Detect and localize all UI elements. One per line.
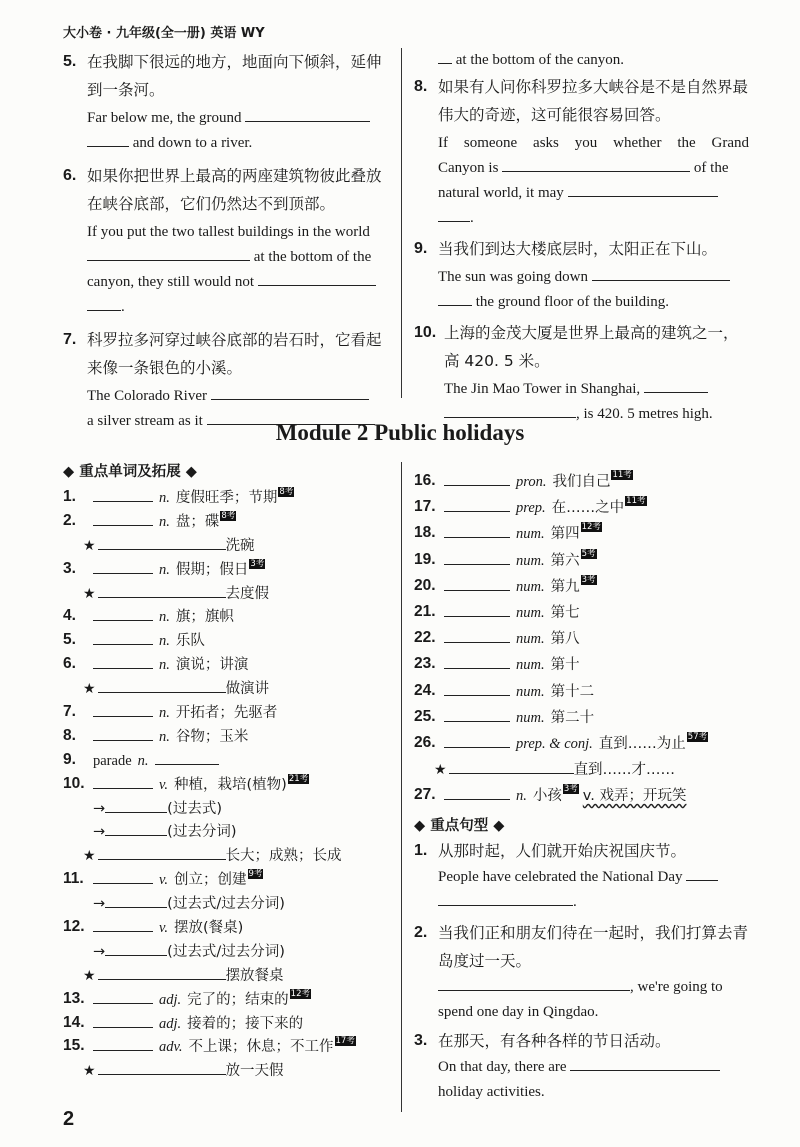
part-of-speech: v. xyxy=(159,872,168,889)
part-of-speech: num. xyxy=(516,631,545,648)
part-of-speech: n. xyxy=(159,633,170,650)
item-number: 6. xyxy=(63,655,76,673)
vocab-row xyxy=(414,730,754,756)
vocab-row xyxy=(63,652,393,676)
vocab-row xyxy=(414,782,754,808)
part-of-speech: n. xyxy=(159,609,170,626)
answer-blank[interactable] xyxy=(444,653,510,669)
answer-blank[interactable] xyxy=(438,48,452,64)
answer-blank[interactable] xyxy=(98,844,226,860)
answer-blank[interactable] xyxy=(686,865,718,881)
vocab-row xyxy=(63,867,393,891)
vocab-row xyxy=(414,651,754,677)
answer-blank[interactable] xyxy=(93,629,153,645)
exam-count-badge: 5考 xyxy=(581,548,596,559)
answer-blank[interactable] xyxy=(444,470,510,486)
meaning: 第二十 xyxy=(550,709,595,726)
meaning: 直到……才…… xyxy=(573,762,676,779)
vocab-row xyxy=(63,963,393,987)
part-of-speech: pron. xyxy=(516,474,547,490)
part-of-speech: n. xyxy=(159,728,170,745)
meaning: 开拓者；先驱者 xyxy=(175,705,278,722)
extra-meaning: v. 戏弄；开玩笑 xyxy=(582,788,687,805)
vocab-row xyxy=(63,700,393,724)
part-of-speech: v. xyxy=(159,776,168,793)
exam-count-badge: 8考 xyxy=(221,510,236,521)
exam-count-badge: 21考 xyxy=(288,773,309,784)
part-of-speech: num. xyxy=(516,578,545,595)
item-number: 26. xyxy=(414,733,436,751)
answer-blank[interactable] xyxy=(93,916,153,932)
item-number: 5. xyxy=(63,631,76,649)
answer-blank[interactable] xyxy=(438,890,573,906)
part-of-speech: n. xyxy=(159,513,170,530)
answer-blank[interactable] xyxy=(502,156,690,172)
part-of-speech: num. xyxy=(516,604,545,621)
vocab-row xyxy=(63,891,393,915)
answer-blank[interactable] xyxy=(444,402,576,418)
meaning: 乐队 xyxy=(175,633,205,650)
answer-blank[interactable] xyxy=(93,773,153,789)
item-number: 21. xyxy=(414,602,436,620)
vocab-row xyxy=(63,485,393,509)
item-number: 11. xyxy=(63,870,84,888)
item-number: 1. xyxy=(63,488,76,505)
vocab-row xyxy=(414,704,754,730)
item-number: 20. xyxy=(414,576,436,594)
question-5: 5. 在我脚下很远的地方，地面向下倾斜，延伸到一条河。 Far below me, the ground and down to a river. xyxy=(63,53,382,151)
vocab-row xyxy=(414,547,754,573)
meaning: 接着的；接下来的 xyxy=(187,1015,304,1032)
vocab-row xyxy=(63,533,393,557)
item-number: 13. xyxy=(63,989,85,1007)
vocab-row xyxy=(414,468,754,494)
meaning: 谷物；玉米 xyxy=(175,728,249,745)
sentence-1: 1. 从那时起，人们就开始庆祝国庆节。 People have celebrated the National Day . xyxy=(414,837,754,915)
part-of-speech: num. xyxy=(516,683,545,700)
exam-count-badge: 12考 xyxy=(581,522,601,533)
part-of-speech: n. xyxy=(516,788,527,805)
vocab-row xyxy=(63,509,393,533)
answer-blank[interactable] xyxy=(568,181,718,197)
question-8: 8. 如果有人问你科罗拉多大峡谷是不是自然界最伟大的奇迹，这可能很容易回答。 If someone asks you whether the Grand Canyon is of the natural world, it may . xyxy=(414,78,749,226)
answer-blank[interactable] xyxy=(592,265,730,281)
part-of-speech: n. xyxy=(137,752,149,769)
star-icon: ★ xyxy=(434,762,447,779)
answer-blank[interactable] xyxy=(93,868,153,884)
meaning: 第七 xyxy=(550,604,580,621)
answer-blank[interactable] xyxy=(105,892,167,908)
answer-blank[interactable] xyxy=(87,245,250,261)
answer-blank[interactable] xyxy=(444,575,510,591)
vocab-row xyxy=(63,939,393,963)
meaning: 第八 xyxy=(550,631,580,648)
vocab-row xyxy=(63,1011,393,1035)
exam-count-badge: 3考 xyxy=(250,558,265,569)
answer-blank[interactable] xyxy=(444,706,510,722)
meaning: 第十 xyxy=(550,657,580,674)
answer-blank[interactable] xyxy=(93,1035,153,1051)
item-number: 19. xyxy=(414,550,436,568)
meaning: 旗；旗帜 xyxy=(175,609,234,626)
meaning: 放一天假 xyxy=(225,1063,284,1080)
answer-blank[interactable] xyxy=(93,988,153,1004)
item-number: 10. xyxy=(63,774,85,792)
answer-blank[interactable] xyxy=(245,106,370,122)
meaning: 摆放(餐桌) xyxy=(174,920,244,937)
sentence-2: 2. 当我们正和朋友们待在一起时，我们打算去青岛度过一天。 , we're going to spend one day in Qingdao. xyxy=(414,924,749,1021)
answer-blank[interactable] xyxy=(93,701,153,717)
exam-count-badge: 11考 xyxy=(612,470,632,480)
running-header: 大小卷 · 九年级(全一册) 英语 WY xyxy=(63,26,265,41)
answer-blank[interactable] xyxy=(449,758,574,774)
answer-blank[interactable] xyxy=(87,295,121,311)
answer-blank[interactable] xyxy=(444,522,510,538)
part-of-speech: num. xyxy=(516,526,545,543)
vocab-row xyxy=(63,676,393,700)
part-of-speech: adj. xyxy=(159,1015,182,1032)
answer-blank[interactable] xyxy=(444,627,510,643)
meaning: 直到……为止 xyxy=(598,735,686,752)
answer-blank[interactable] xyxy=(93,725,153,741)
item-number: 14. xyxy=(63,1013,85,1031)
answer-blank[interactable] xyxy=(444,732,510,748)
item-number: 24. xyxy=(414,681,436,699)
answer-blank[interactable] xyxy=(98,582,226,598)
answer-blank[interactable] xyxy=(444,680,510,696)
part-of-speech: adj. xyxy=(159,991,182,1008)
exam-count-badge: 9考 xyxy=(248,869,263,880)
answer-blank[interactable] xyxy=(87,131,129,147)
note: (过去式/过去分词) xyxy=(167,943,285,960)
arrow-icon: → xyxy=(93,824,106,841)
meaning: 不上课；休息；不工作 xyxy=(188,1039,334,1056)
page-number: 2 xyxy=(63,1108,75,1130)
answer-blank[interactable] xyxy=(438,290,472,306)
star-icon: ★ xyxy=(83,1063,96,1080)
note: (过去式) xyxy=(167,800,222,817)
sentence-section-title: ◆ 重点句型 ◆ xyxy=(414,818,505,835)
meaning: 长大；成熟；长成 xyxy=(225,848,342,865)
sentence-3: 3. 在那天，有各种各样的节日活动。 On that day, there are holiday activities. xyxy=(414,1027,754,1105)
vocab-row xyxy=(414,756,754,782)
answer-blank[interactable] xyxy=(93,653,153,669)
meaning: 我们自己 xyxy=(552,474,611,490)
part-of-speech: n. xyxy=(159,657,170,674)
column-divider xyxy=(401,462,402,1112)
answer-blank[interactable] xyxy=(444,601,510,617)
answer-blank[interactable] xyxy=(93,1012,153,1028)
answer-blank[interactable] xyxy=(444,549,510,565)
vocab-row xyxy=(63,724,393,748)
part-of-speech: num. xyxy=(516,552,545,569)
item-number: 9. xyxy=(63,750,76,768)
answer-blank[interactable] xyxy=(258,270,376,286)
answer-blank[interactable] xyxy=(98,534,226,550)
arrow-icon: → xyxy=(93,896,106,913)
item-number: 4. xyxy=(63,607,76,625)
vocab-row xyxy=(63,915,393,939)
meaning: 度假旺季；节期 xyxy=(175,490,278,506)
meaning: 第四 xyxy=(550,526,580,543)
answer-blank[interactable] xyxy=(98,1059,226,1075)
item-number: 27. xyxy=(414,786,436,804)
vocab-row xyxy=(63,604,393,628)
exam-count-badge: 17考 xyxy=(335,1036,355,1047)
question-6: 6. 如果你把世界上最高的两座建筑物彼此叠放在峡谷底部，它们仍然达不到顶部。 If you put the two tallest buildings in the world at the bottom of the canyon, they still would not . xyxy=(63,167,382,315)
meaning: 第九 xyxy=(550,578,580,595)
item-number: 17. xyxy=(414,498,436,516)
meaning: 洗碗 xyxy=(225,537,255,554)
top-right-column: at the bottom of the canyon. 8. 如果有人问你科罗拉多大峡谷是不是自然界最伟大的奇迹，这可能很容易回答。 If someone asks you whether the Grand Canyon is of the natural world, it may . 9. 当我们到达大楼底层时，太阳正在下山。 The sun was going down the ground floor of the building. 10. 上海的金茂大厦是世界上最高的建筑之一，高 420. 5 米。 The Jin Mao Tower in Shanghai, , is 420. 5 metres high. xyxy=(414,48,749,427)
answer-blank[interactable] xyxy=(93,510,153,526)
meaning: 演说；讲演 xyxy=(175,657,249,674)
meaning: 假期；假日 xyxy=(175,561,249,578)
answer-blank[interactable] xyxy=(211,384,369,400)
note: (过去分词) xyxy=(167,824,237,841)
item-number: 3. xyxy=(63,559,76,577)
answer-blank[interactable] xyxy=(155,749,219,765)
exam-count-badge: 11考 xyxy=(626,496,646,507)
vocab-row xyxy=(414,625,754,651)
arrow-icon: → xyxy=(93,800,106,817)
answer-blank[interactable] xyxy=(644,377,708,393)
item-number: 16. xyxy=(414,472,436,489)
vocab-row xyxy=(414,599,754,625)
answer-blank[interactable] xyxy=(93,558,153,574)
question-10: 10. 上海的金茂大厦是世界上最高的建筑之一，高 420. 5 米。 The Jin Mao Tower in Shanghai, , is 420. 5 metres high. xyxy=(414,324,739,422)
item-number: 22. xyxy=(414,629,436,647)
exam-count-badge: 3考 xyxy=(563,784,578,795)
vocab-row xyxy=(63,748,393,772)
part-of-speech: v. xyxy=(159,920,168,937)
answer-blank[interactable] xyxy=(438,975,630,991)
answer-blank[interactable] xyxy=(105,940,167,956)
part-of-speech: num. xyxy=(516,657,545,674)
vocab-row xyxy=(414,494,754,520)
arrow-icon: → xyxy=(93,943,106,960)
meaning: 摆放餐桌 xyxy=(225,967,284,984)
vocab-row xyxy=(63,796,393,820)
star-icon: ★ xyxy=(83,848,96,865)
part-of-speech: prep. xyxy=(516,500,546,517)
part-of-speech: n. xyxy=(159,561,170,578)
item-number: 18. xyxy=(414,524,436,542)
meaning: 第十二 xyxy=(550,683,595,700)
item-number: 7. xyxy=(63,703,76,721)
answer-blank[interactable] xyxy=(444,496,510,512)
answer-blank[interactable] xyxy=(93,486,153,502)
meaning: 去度假 xyxy=(225,585,270,602)
item-number: 2. xyxy=(63,511,76,529)
vocab-row xyxy=(414,520,754,546)
vocab-row xyxy=(63,843,393,867)
vocab-row xyxy=(63,581,393,605)
star-icon: ★ xyxy=(83,967,96,984)
vocab-row xyxy=(63,819,393,843)
item-number: 12. xyxy=(63,918,85,936)
answer-blank[interactable] xyxy=(438,206,470,222)
meaning: 盘；碟 xyxy=(175,513,220,530)
item-number: 25. xyxy=(414,707,436,725)
answer-blank[interactable] xyxy=(98,677,226,693)
vocab-left-column xyxy=(63,460,393,1082)
meaning: 做演讲 xyxy=(225,681,270,698)
meaning: 完了的；结束的 xyxy=(187,991,289,1008)
top-left-column xyxy=(63,48,393,434)
answer-blank[interactable] xyxy=(105,797,167,813)
exam-count-badge: 8考 xyxy=(279,487,294,497)
vocab-row xyxy=(63,772,393,796)
answer-blank[interactable] xyxy=(570,1055,720,1071)
item-number: 23. xyxy=(414,655,436,673)
answer-blank[interactable] xyxy=(93,605,153,621)
vocab-row xyxy=(63,628,393,652)
vocab-row xyxy=(63,1034,393,1058)
meaning: 第六 xyxy=(550,552,580,569)
meaning: 小孩 xyxy=(532,788,562,805)
meaning: 在……之中 xyxy=(551,500,625,517)
answer-blank[interactable] xyxy=(444,784,510,800)
star-icon: ★ xyxy=(83,585,96,602)
part-of-speech: n. xyxy=(159,705,170,722)
answer-blank[interactable] xyxy=(105,820,167,836)
vocab-row xyxy=(414,573,754,599)
vocab-row xyxy=(63,557,393,581)
part-of-speech: adv. xyxy=(159,1039,183,1056)
star-icon: ★ xyxy=(83,681,96,698)
vocab-word: parade xyxy=(93,752,132,769)
note: (过去式/过去分词) xyxy=(167,896,285,913)
item-number: 8. xyxy=(63,726,76,744)
question-7: 7. 科罗拉多河穿过峡谷底部的岩石时，它看起来像一条银色的小溪。 The Colorado River a silver stream as it xyxy=(63,331,382,429)
exam-count-badge: 12考 xyxy=(290,988,310,999)
vocab-row xyxy=(63,1058,393,1082)
vocab-row xyxy=(414,678,754,704)
vocab-section-title: ◆ 重点单词及拓展 ◆ xyxy=(63,464,197,480)
answer-blank[interactable] xyxy=(98,964,226,980)
vocab-row xyxy=(63,987,393,1011)
exam-count-badge: 57考 xyxy=(687,731,708,742)
column-divider xyxy=(401,48,402,398)
part-of-speech: n. xyxy=(159,490,170,506)
question-9: 9. 当我们到达大楼底层时，太阳正在下山。 The sun was going down the ground floor of the building. xyxy=(414,235,749,315)
star-icon: ★ xyxy=(83,537,96,554)
exam-count-badge: 3考 xyxy=(581,574,596,585)
meaning: 种植，栽培(植物) xyxy=(174,776,287,793)
meaning: 创立；创建 xyxy=(174,872,247,889)
vocab-right-column xyxy=(414,468,754,1105)
part-of-speech: prep. & conj. xyxy=(516,735,593,752)
part-of-speech: num. xyxy=(516,709,545,726)
module-title: Module 2 Public holidays xyxy=(275,420,525,445)
item-number: 15. xyxy=(63,1037,85,1055)
